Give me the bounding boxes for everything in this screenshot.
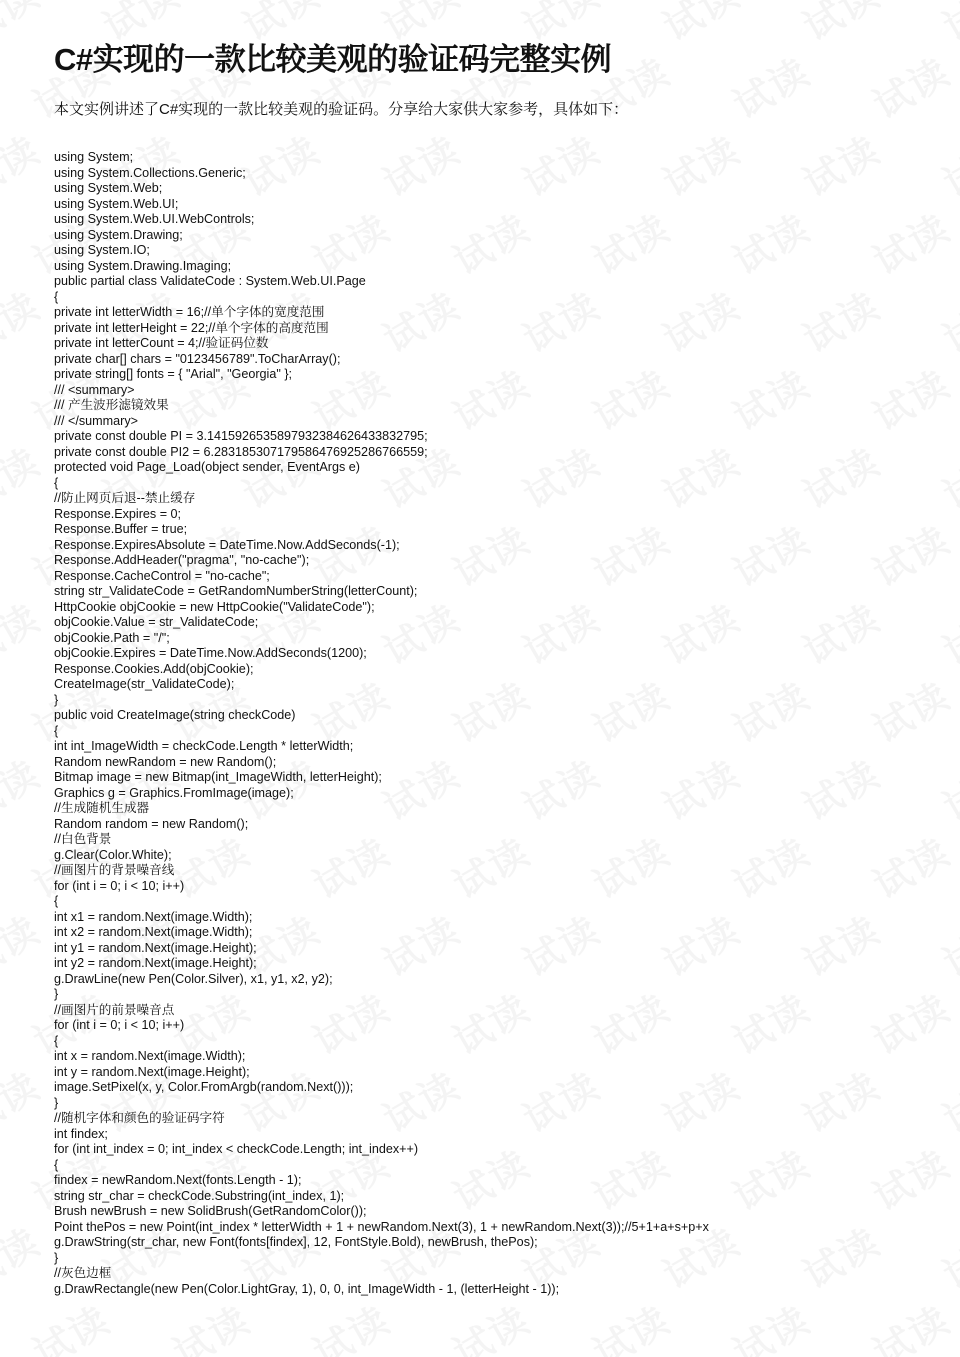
- code-line: int int_ImageWidth = checkCode.Length * letterWidth;: [54, 739, 354, 753]
- watermark-mark: [792, 120, 889, 208]
- code-line: //生成随机生成器: [54, 801, 150, 815]
- watermark-mark: [722, 42, 819, 130]
- watermark-mark: [582, 1290, 679, 1357]
- watermark-mark: [442, 1290, 539, 1357]
- code-line: Random random = new Random();: [54, 816, 249, 831]
- code-line: //灰色边框: [54, 1266, 112, 1280]
- watermark-mark: [862, 822, 959, 910]
- code-line: Response.ExpiresAbsolute = DateTime.Now.AddSeconds(-1);: [54, 537, 400, 552]
- code-line: string str_ValidateCode = GetRandomNumberString(letterCount);: [54, 584, 418, 598]
- watermark-mark: [302, 1290, 399, 1357]
- watermark-mark: [22, 1290, 119, 1357]
- code-line: //防止网页后退--禁止缓存: [54, 491, 196, 505]
- code-block: [54, 150, 709, 1297]
- code-line: }: [54, 1250, 59, 1265]
- code-line: {: [54, 1033, 59, 1048]
- code-line: //画图片的前景噪音点: [54, 1002, 175, 1017]
- code-line: using System.Web.UI;: [54, 196, 179, 211]
- code-line: private string[] fonts = { "Arial", "Georgia" };: [54, 367, 293, 381]
- watermark-mark: [862, 1290, 959, 1357]
- watermark-mark: [932, 120, 960, 208]
- code-line: Response.Buffer = true;: [54, 522, 188, 536]
- code-line: int y1 = random.Next(image.Height);: [54, 940, 257, 955]
- watermark-mark: [932, 276, 960, 364]
- code-line: Response.Cookies.Add(objCookie);: [54, 661, 254, 676]
- watermark-mark: [862, 978, 959, 1066]
- code-line: //白色背景: [54, 832, 112, 846]
- code-line: image.SetPixel(x, y, Color.FromArgb(random.Next()));: [54, 1080, 354, 1094]
- code-line: using System.IO;: [54, 243, 150, 257]
- code-line: using System.Drawing;: [54, 227, 183, 242]
- code-line: protected void Page_Load(object sender, EventArgs e): [54, 460, 360, 474]
- watermark-mark: [932, 0, 960, 51]
- code-line: g.DrawLine(new Pen(Color.Silver), x1, y1, x2, y2);: [54, 971, 333, 986]
- watermark-mark: [722, 198, 819, 286]
- code-line: private int letterWidth = 16;//单个字体的宽度范围: [54, 305, 325, 319]
- watermark-mark: [792, 744, 889, 832]
- code-line: private int letterCount = 4;//验证码位数: [54, 336, 269, 350]
- watermark-mark: [722, 978, 819, 1066]
- code-line: Response.AddHeader("pragma", "no-cache");: [54, 553, 310, 567]
- code-line: Response.CacheControl = "no-cache";: [54, 568, 270, 583]
- code-line: Random newRandom = new Random();: [54, 754, 277, 769]
- watermark-mark: [932, 744, 960, 832]
- code-line: int y2 = random.Next(image.Height);: [54, 956, 257, 970]
- code-line: private char[] chars = "0123456789".ToCharArray();: [54, 351, 341, 366]
- code-line: public void CreateImage(string checkCode): [54, 708, 296, 722]
- watermark-mark: [162, 1290, 259, 1357]
- watermark-mark: [0, 588, 48, 676]
- watermark-mark: [652, 0, 749, 51]
- code-line: objCookie.Expires = DateTime.Now.AddSeconds(1200);: [54, 646, 367, 660]
- watermark-mark: [722, 1290, 819, 1357]
- code-line: //画图片的背景噪音线: [54, 863, 175, 877]
- code-line: Point thePos = new Point(int_index * letterWidth + 1 + newRandom.Next(3), 1 + newRandom.Next(3));//5+1+a+s+p+x: [54, 1219, 709, 1234]
- code-line: //随机字体和颜色的验证码字符: [54, 1111, 225, 1125]
- code-line: Graphics g = Graphics.FromImage(image);: [54, 785, 294, 800]
- code-line: int y = random.Next(image.Height);: [54, 1064, 250, 1079]
- watermark-mark: [932, 1056, 960, 1144]
- code-line: {: [54, 1157, 59, 1172]
- watermark-mark: [792, 1056, 889, 1144]
- code-line: Brush newBrush = new SolidBrush(GetRandomColor());: [54, 1204, 367, 1218]
- code-line: using System.Collections.Generic;: [54, 165, 246, 180]
- code-line: using System;: [54, 150, 134, 164]
- watermark-mark: [862, 198, 959, 286]
- watermark-mark: [0, 1056, 48, 1144]
- watermark-mark: [0, 432, 48, 520]
- code-line: objCookie.Path = "/";: [54, 630, 170, 645]
- watermark-mark: [862, 510, 959, 598]
- code-line: {: [54, 723, 59, 738]
- code-line: Response.Expires = 0;: [54, 506, 182, 521]
- code-line: g.Clear(Color.White);: [54, 847, 172, 862]
- code-line: Bitmap image = new Bitmap(int_ImageWidth, letterHeight);: [54, 770, 382, 784]
- code-line: {: [54, 894, 59, 908]
- watermark-mark: [0, 0, 48, 51]
- code-line: CreateImage(str_ValidateCode);: [54, 677, 235, 691]
- watermark-mark: [792, 276, 889, 364]
- code-line: int x2 = random.Next(image.Width);: [54, 925, 253, 939]
- page-title: C#实现的一款比较美观的验证码完整实例: [54, 42, 612, 77]
- watermark-mark: [932, 900, 960, 988]
- code-line: for (int i = 0; i < 10; i++): [54, 1018, 185, 1032]
- code-line: {: [54, 289, 59, 304]
- code-line: int x1 = random.Next(image.Width);: [54, 909, 253, 924]
- code-line: string str_char = checkCode.Substring(int_index, 1);: [54, 1188, 345, 1203]
- code-line: g.DrawRectangle(new Pen(Color.LightGray, 1), 0, 0, int_ImageWidth - 1, (letterHeight - 1));: [54, 1281, 560, 1296]
- code-line: HttpCookie objCookie = new HttpCookie("ValidateCode");: [54, 599, 375, 614]
- watermark-mark: [862, 42, 959, 130]
- watermark-mark: [722, 666, 819, 754]
- code-line: public partial class ValidateCode : System.Web.UI.Page: [54, 274, 366, 288]
- code-line: for (int i = 0; i < 10; i++): [54, 878, 185, 893]
- code-line: /// </summary>: [54, 413, 138, 428]
- watermark-mark: [932, 432, 960, 520]
- code-line: private int letterHeight = 22;//单个字体的高度范围: [54, 320, 329, 335]
- watermark-mark: [862, 1134, 959, 1222]
- code-line: }: [54, 692, 59, 707]
- code-line: objCookie.Value = str_ValidateCode;: [54, 615, 259, 629]
- code-line: int x = random.Next(image.Width);: [54, 1049, 246, 1063]
- intro-paragraph: 本文实例讲述了C#实现的一款比较美观的验证码。分享给大家供大家参考，具体如下：: [54, 101, 629, 118]
- watermark-mark: [862, 354, 959, 442]
- code-line: using System.Web.UI.WebControls;: [54, 212, 255, 226]
- watermark-mark: [792, 432, 889, 520]
- code-line: {: [54, 475, 59, 490]
- watermark-mark: [792, 588, 889, 676]
- watermark-mark: [722, 510, 819, 598]
- code-line: g.DrawString(str_char, new Font(fonts[findex], 12, FontStyle.Bold), newBrush, thePos);: [54, 1235, 538, 1249]
- watermark-mark: [722, 1134, 819, 1222]
- code-line: }: [54, 987, 59, 1001]
- watermark-mark: [722, 354, 819, 442]
- watermark-mark: [792, 0, 889, 51]
- code-line: int findex;: [54, 1126, 108, 1141]
- watermark-mark: [862, 666, 959, 754]
- watermark-mark: [792, 1212, 889, 1300]
- watermark-mark: [932, 588, 960, 676]
- watermark-mark: [0, 744, 48, 832]
- watermark-mark: [0, 900, 48, 988]
- watermark-mark: [0, 1212, 48, 1300]
- code-line: using System.Web;: [54, 181, 163, 195]
- code-line: private const double PI2 = 6.283185307179586476925286766559;: [54, 444, 428, 459]
- code-line: findex = newRandom.Next(fonts.Length - 1);: [54, 1173, 302, 1187]
- code-line: /// <summary>: [54, 382, 135, 397]
- code-line: /// 产生波形滤镜效果: [54, 398, 169, 412]
- watermark-mark: [932, 1212, 960, 1300]
- code-line: private const double PI = 3.1415926535897932384626433832795;: [54, 429, 428, 443]
- watermark-mark: [722, 822, 819, 910]
- watermark-mark: [0, 276, 48, 364]
- code-line: }: [54, 1095, 59, 1110]
- watermark-mark: [0, 120, 48, 208]
- code-line: using System.Drawing.Imaging;: [54, 258, 232, 273]
- code-line: for (int int_index = 0; int_index < checkCode.Length; int_index++): [54, 1142, 419, 1156]
- watermark-mark: [792, 900, 889, 988]
